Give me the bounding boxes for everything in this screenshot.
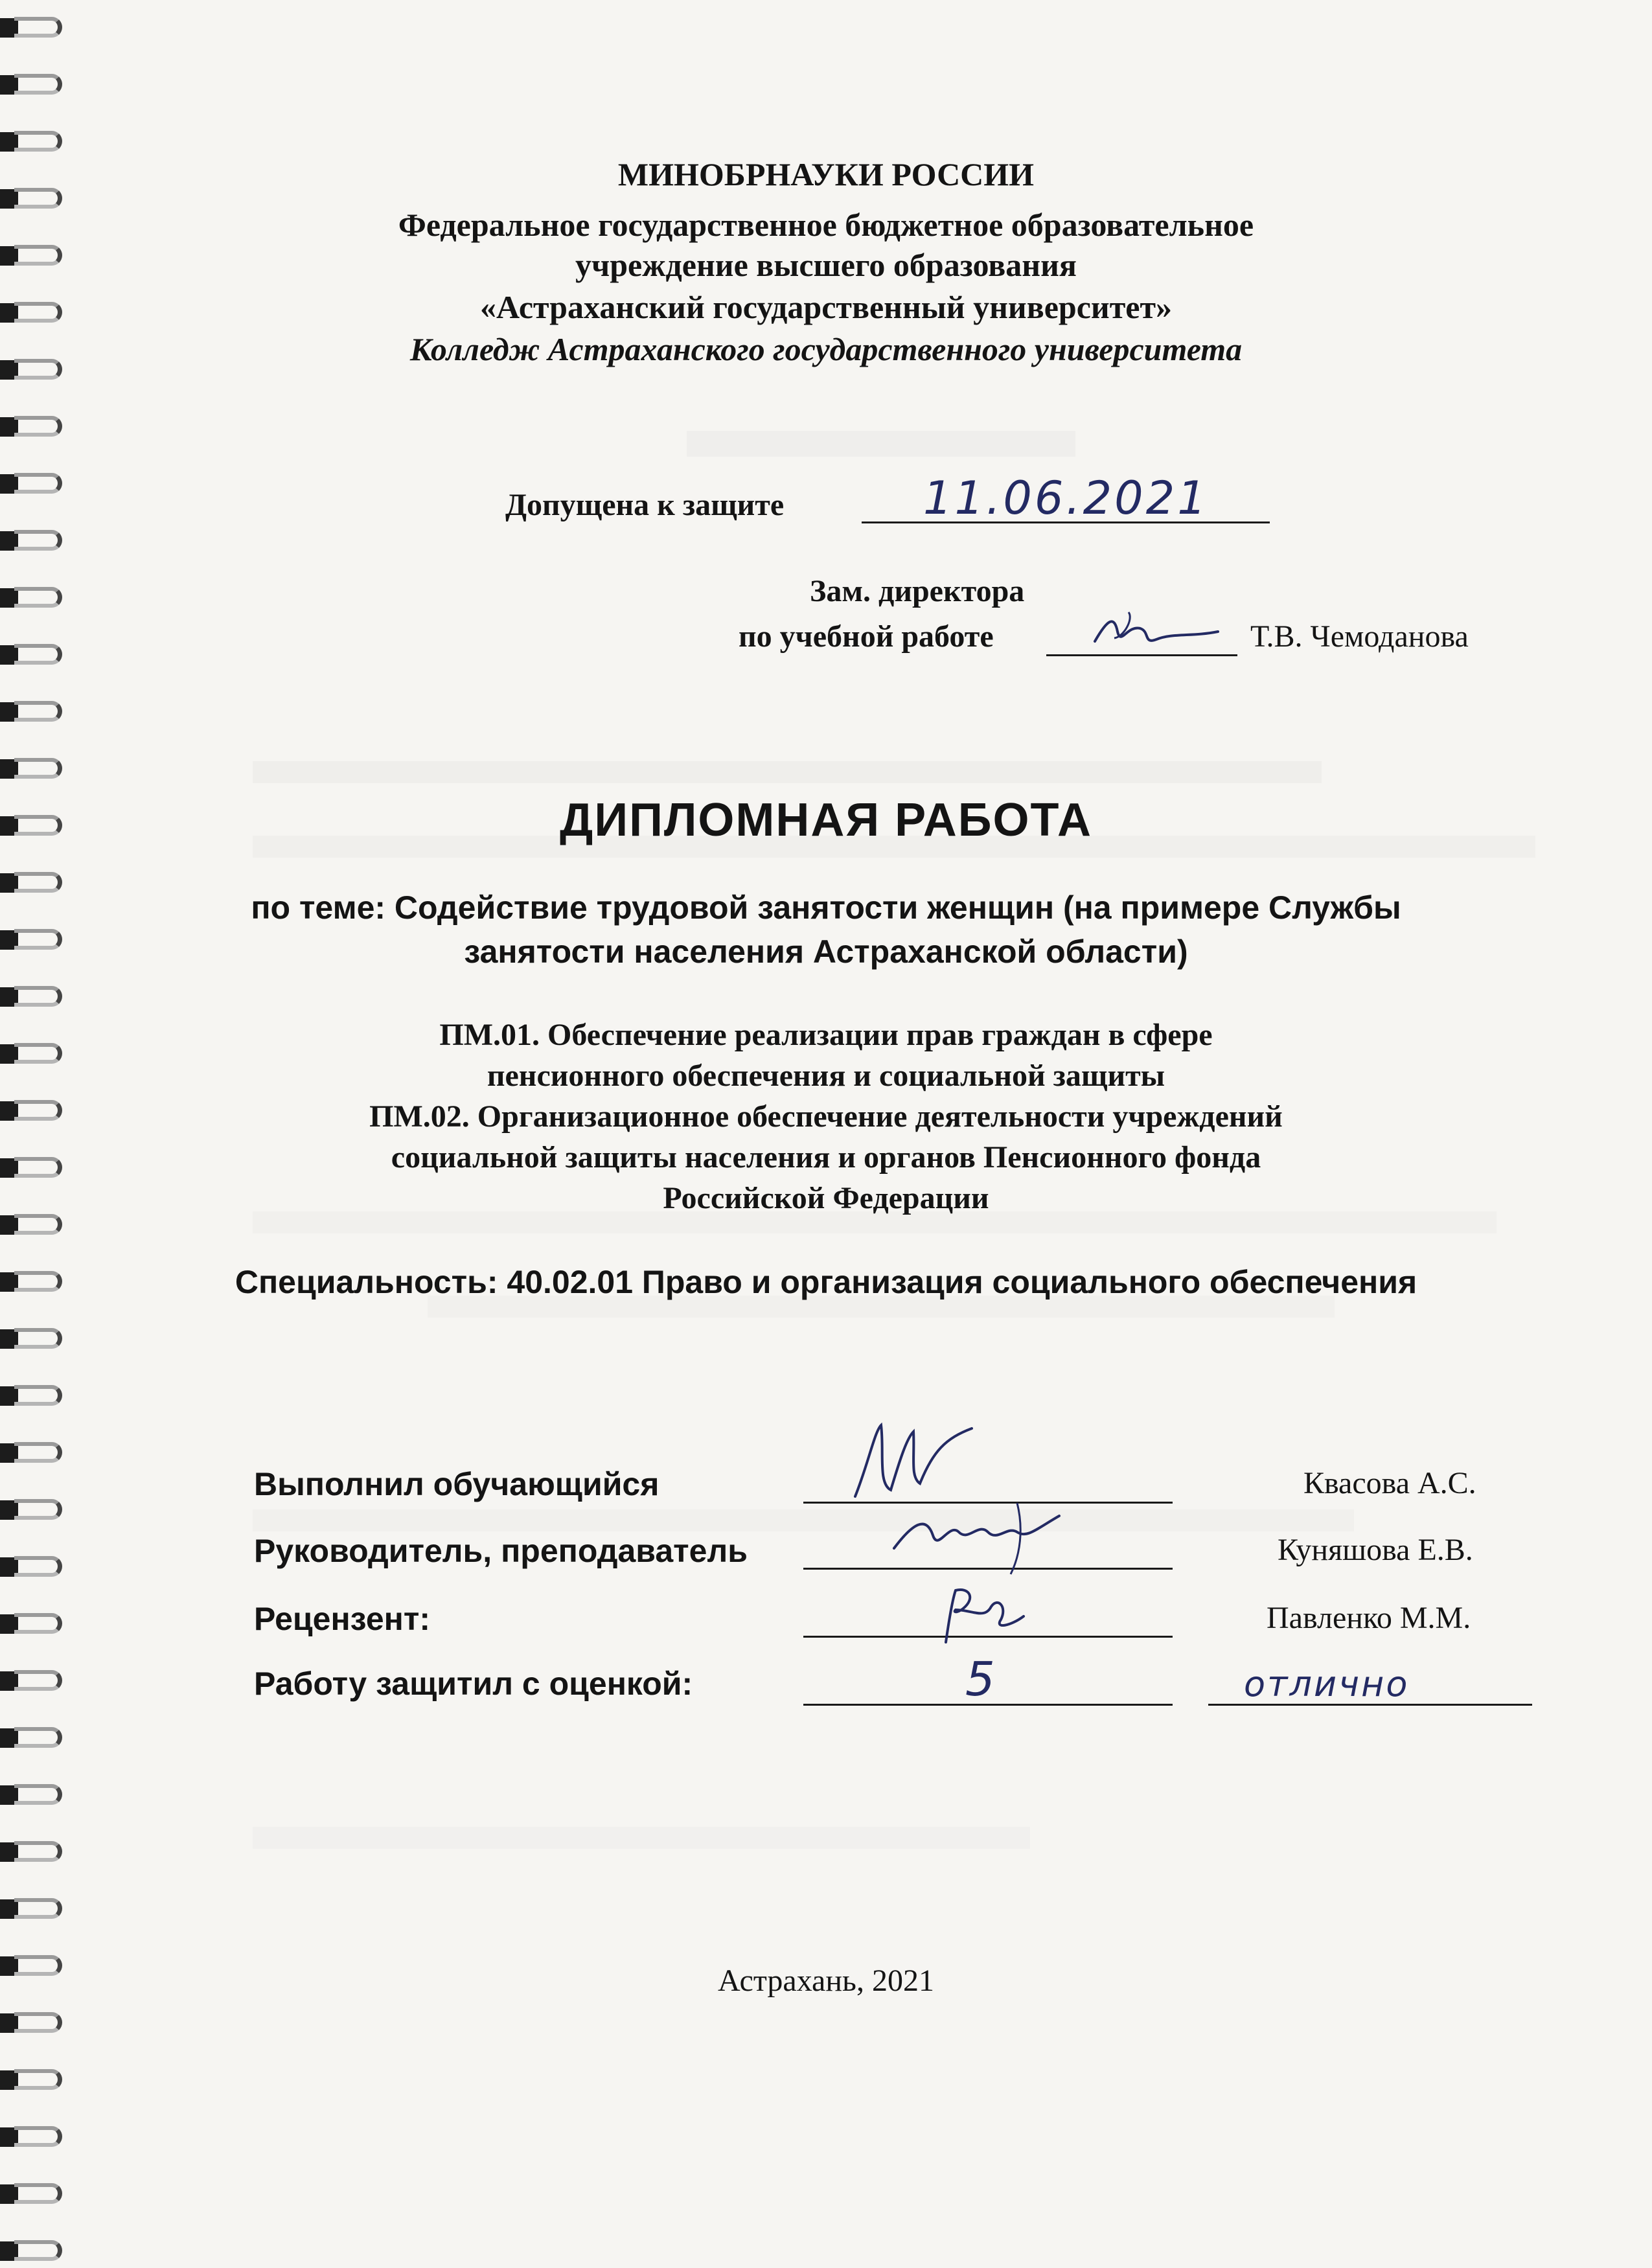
binding-coil (14, 530, 62, 551)
binding-coil (14, 758, 62, 779)
binding-coil (14, 1328, 62, 1349)
reviewer-signature-image (933, 1581, 1030, 1652)
module-line-2: пенсионного обеспечения и социальной защиты (487, 1059, 1165, 1093)
binding-ring (0, 1324, 65, 1353)
binding-coil (14, 416, 62, 437)
binding-coil (14, 1442, 62, 1463)
topic-line-1: по теме: Содействие трудовой занятости женщин (на примере Службы (251, 889, 1401, 926)
binding-coil (14, 2240, 62, 2261)
binding-coil (14, 2183, 62, 2204)
binding-ring (0, 583, 65, 612)
college-name: Колледж Астраханского государственного университета (409, 331, 1243, 367)
binding-ring (0, 526, 65, 555)
binding-ring (0, 1552, 65, 1581)
reviewer-role: Рецензент: (254, 1601, 430, 1637)
binding-ring (0, 1780, 65, 1809)
supervisor-role: Руководитель, преподаватель (254, 1533, 748, 1569)
binding-ring (0, 2179, 65, 2208)
module-line-5: Российской Федерации (663, 1181, 989, 1215)
binding-coil (14, 644, 62, 665)
binding-coil (14, 1613, 62, 1634)
supervisor-name: Куняшова Е.В. (1278, 1533, 1473, 1567)
student-role: Выполнил обучающийся (254, 1466, 660, 1502)
student-signature-image (842, 1412, 991, 1509)
binding-coil (14, 74, 62, 95)
module-line-1: ПМ.01. Обеспечение реализации прав граждан в сфере (439, 1018, 1213, 1052)
module-line-4: социальной защиты населения и органов Пенсионного фонда (391, 1140, 1261, 1174)
binding-coil (14, 2126, 62, 2147)
binding-coil (14, 1556, 62, 1577)
binding-ring (0, 640, 65, 669)
binding-ring (0, 1381, 65, 1410)
defense-label: Работу защитил с оценкой: (254, 1666, 693, 1702)
binding-ring (0, 697, 65, 726)
grade-number-handwritten: 5 (965, 1652, 995, 1706)
binding-ring (0, 1495, 65, 1524)
binding-ring (0, 2122, 65, 2151)
binding-coil (14, 587, 62, 608)
binding-ring (0, 1609, 65, 1638)
institution-line-1: Федеральное государственное бюджетное образовательное (398, 207, 1254, 243)
module-line-3: ПМ.02. Организационное обеспечение деятельности учреждений (369, 1099, 1283, 1134)
grade-word-handwritten: отлично (1244, 1664, 1410, 1704)
binding-ring (0, 2236, 65, 2265)
binding-coil (14, 2012, 62, 2033)
topic-line-2: занятости населения Астраханской области) (464, 934, 1188, 970)
binding-coil (14, 1499, 62, 1520)
binding-ring (0, 127, 65, 155)
deputy-signature-image (1088, 606, 1224, 658)
binding-ring (0, 13, 65, 41)
binding-coil (14, 1670, 62, 1691)
binding-coil (14, 2069, 62, 2090)
binding-ring (0, 1837, 65, 1866)
binding-coil (14, 131, 62, 152)
binding-ring (0, 1723, 65, 1752)
student-name: Квасова А.С. (1303, 1466, 1476, 1500)
binding-coil (14, 1841, 62, 1862)
binding-coil (14, 1784, 62, 1805)
binding-coil (14, 17, 62, 38)
binding-coil (14, 986, 62, 1007)
binding-ring (0, 982, 65, 1011)
binding-ring (0, 2065, 65, 2094)
binding-coil (14, 1385, 62, 1406)
binding-ring (0, 1666, 65, 1695)
supervisor-signature-image (888, 1496, 1069, 1581)
university-name: «Астраханский государственный университет» (479, 289, 1173, 325)
specialty: Специальность: 40.02.01 Право и организация социального обеспечения (235, 1264, 1417, 1300)
binding-ring (0, 469, 65, 498)
admission-date-handwritten: 11.06.2021 (923, 472, 1209, 525)
reviewer-name: Павленко М.М. (1267, 1601, 1471, 1635)
ministry-name: МИНОБРНАУКИ РОССИИ (617, 156, 1035, 192)
binding-ring (0, 2008, 65, 2037)
work-type-title: ДИПЛОМНАЯ РАБОТА (560, 794, 1092, 846)
binding-coil (14, 1214, 62, 1235)
binding-ring (0, 1894, 65, 1923)
deputy-subtitle: по учебной работе (739, 619, 994, 654)
binding-coil (14, 701, 62, 722)
institution-line-2: учреждение высшего образования (575, 247, 1077, 283)
binding-ring (0, 412, 65, 441)
binding-coil (14, 473, 62, 494)
binding-ring (0, 70, 65, 98)
binding-coil (14, 1727, 62, 1748)
admission-label: Допущена к защите (505, 488, 785, 522)
binding-coil (14, 1898, 62, 1919)
deputy-title: Зам. директора (810, 574, 1025, 608)
city-year: Астрахань, 2021 (718, 1964, 934, 1998)
deputy-name: Т.В. Чемоданова (1250, 619, 1469, 654)
binding-ring (0, 754, 65, 783)
binding-ring (0, 1438, 65, 1467)
